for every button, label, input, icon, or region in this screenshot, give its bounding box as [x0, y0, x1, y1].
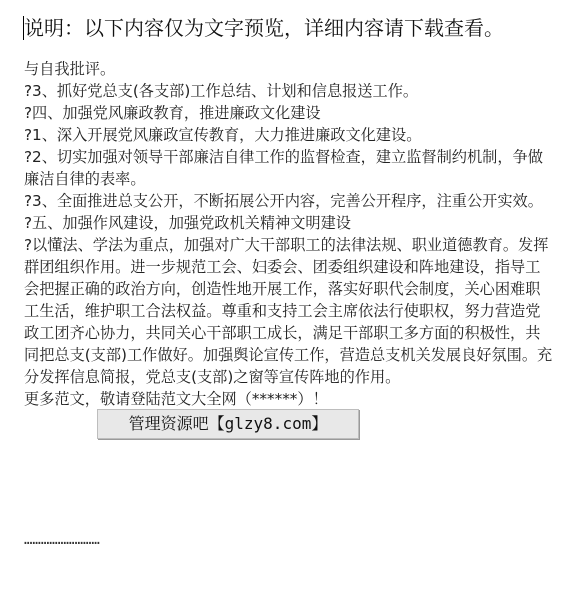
watermark-suffix: 】: [311, 414, 328, 433]
paragraph: ?3、抓好党总支(各支部)工作总结、计划和信息报送工作。: [24, 82, 419, 100]
watermark-banner: [97, 409, 359, 439]
document-body: [24, 58, 554, 410]
watermark-prefix: 管理资源吧【: [128, 414, 225, 433]
paragraph: ?1、深入开展党风廉政宣传教育，大力推进廉政文化建设。: [24, 126, 422, 144]
ellipsis-separator: ………………………: [24, 532, 100, 548]
paragraph: 与自我批评。: [24, 60, 116, 78]
watermark-site: glzy8.com: [224, 414, 312, 433]
paragraph: ?以懂法、学法为重点，加强对广大干部职工的法律法规、职业道德教育。发挥群团组织作用。进一步规范工会、妇委会、团委组织建设和阵地建设，指导工会把握正确的政治方向，创造性地开展工作，落实好职代会制度，关心困难职工生活，维护职工合法权益。尊重和支持工会主席依法行使职权，努力营造党政工团齐心协力，共同关心干部职工成长，满足干部职工多方面的积极性，共同把总支(支部)工作做好。加强舆论宣传工作，营造总支机关发展良好氛围。充分发挥信息简报，党总支(支部)之窗等宣传阵地的作用。: [24, 236, 553, 386]
paragraph: ?五、加强作风建设，加强党政机关精神文明建设: [24, 214, 351, 232]
paragraph: ?四、加强党风廉政教育，推进廉政文化建设: [24, 104, 321, 122]
paragraph: ?2、切实加强对领导干部廉洁自律工作的监督检查，建立监督制约机制，争做廉洁自律的表率。: [24, 148, 543, 188]
preview-notice: 说明：以下内容仅为文字预览，详细内容请下载查看。: [24, 16, 504, 40]
paragraph: 更多范文，敬请登陆范文大全网（******）！: [24, 390, 328, 408]
paragraph: ?3、全面推进总支公开，不断拓展公开内容，完善公开程序，注重公开实效。: [24, 192, 543, 210]
